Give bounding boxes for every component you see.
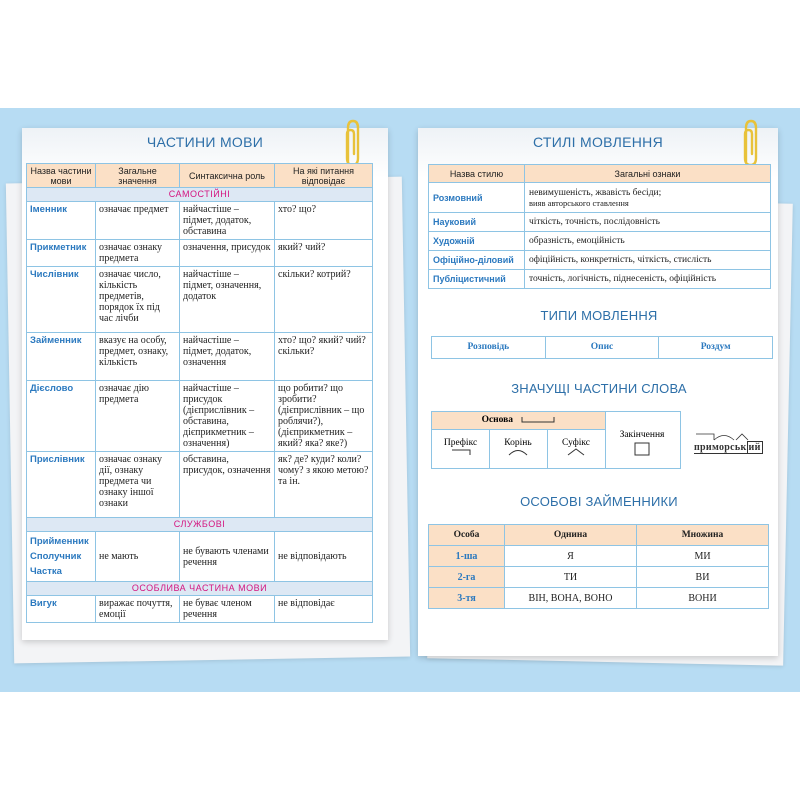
- speech-type-item: Опис: [546, 337, 660, 358]
- row-meaning: означає число, кількість предметів, порядок їх під час лічби: [96, 267, 180, 333]
- personal-pronouns-title: ОСОБОВІ ЗАЙМЕННИКИ: [520, 494, 678, 509]
- col-header-meaning: Загальне значення: [96, 164, 180, 188]
- row-questions: не відповідають: [275, 532, 373, 582]
- row-role: найчастіше – підмет, додаток, означення: [180, 333, 275, 381]
- row-name: Сполучник: [30, 551, 82, 562]
- row-questions: хто? що? який? чий? скільки?: [275, 333, 373, 381]
- prefix-mark-icon: [451, 448, 471, 456]
- table-row: [429, 588, 769, 609]
- style-features: образність, емоційність: [525, 232, 771, 251]
- style-features: [525, 183, 771, 213]
- group-row-independent: САМОСТІЙНІ: [27, 188, 373, 202]
- parts-of-speech-table: [26, 163, 373, 623]
- table-row: [27, 452, 373, 518]
- row-role: найчастіше – підмет, означення, додаток: [180, 267, 275, 333]
- row-name: Прикметник: [27, 240, 96, 267]
- row-role: найчастіше – підмет, додаток, обставина: [180, 202, 275, 240]
- row-meaning: означає дію предмета: [96, 381, 180, 452]
- suffix-cell: [547, 430, 605, 468]
- row-name: Прийменник: [30, 536, 89, 547]
- pronoun-plural: ВИ: [637, 567, 769, 588]
- ending-label: Закінчення: [619, 430, 665, 440]
- row-questions: що робити? що зробити? (дієприслівник – що роблячи?), (дієприкметник – який? яка? яке?): [275, 381, 373, 452]
- style-features: офіційність, конкретність, чіткість, стислість: [525, 251, 771, 270]
- row-name-stack: [27, 532, 96, 582]
- group-row-special: ОСОБЛИВА ЧАСТИНА МОВИ: [27, 582, 373, 596]
- style-features-line: невимушеність, жвавість бесіди;: [529, 187, 662, 198]
- root-cell: [489, 430, 548, 468]
- row-questions: хто? що?: [275, 202, 373, 240]
- row-role: не буває членом речення: [180, 596, 275, 623]
- style-features: точність, логічність, піднесеність, офіційність: [525, 270, 771, 289]
- style-name: Науковий: [429, 213, 525, 232]
- group-row-auxiliary: СЛУЖБОВІ: [27, 518, 373, 532]
- root-mark-icon: [508, 448, 528, 456]
- col-header-plural: Множина: [637, 525, 769, 546]
- style-features-line: вияв авторського ставлення: [529, 197, 629, 208]
- right-sheet-title: СТИЛІ МОВЛЕННЯ: [532, 134, 663, 150]
- row-meaning: не мають: [96, 532, 180, 582]
- col-header-questions: На які питання відповідає: [275, 164, 373, 188]
- row-role: найчастіше – присудок (дієприслівник – обставина, дієприкметник – означення): [180, 381, 275, 452]
- table-row: [27, 381, 373, 452]
- base-header: [432, 412, 605, 430]
- table-row: [27, 532, 373, 582]
- speech-type-item: Розповідь: [432, 337, 546, 358]
- style-name: Художній: [429, 232, 525, 251]
- pronoun-singular: ТИ: [505, 567, 637, 588]
- pronoun-person: 2-га: [429, 567, 505, 588]
- pronoun-plural: МИ: [637, 546, 769, 567]
- row-meaning: виражає почуття, емоції: [96, 596, 180, 623]
- row-questions: не відповідає: [275, 596, 373, 623]
- row-name: Частка: [30, 566, 62, 577]
- row-meaning: вказує на особу, предмет, ознаку, кількість: [96, 333, 180, 381]
- col-header-style-features: Загальні ознаки: [525, 165, 771, 183]
- row-name: Числівник: [27, 267, 96, 333]
- table-row: [429, 546, 769, 567]
- table-row: [429, 213, 771, 232]
- row-questions: скільки? котрий?: [275, 267, 373, 333]
- root-label: Корінь: [504, 438, 532, 448]
- word-parts-title: ЗНАЧУЩІ ЧАСТИНИ СЛОВА: [511, 381, 687, 396]
- suffix-mark-icon: [566, 448, 586, 456]
- personal-pronouns-table: [428, 524, 769, 609]
- row-name: Іменник: [27, 202, 96, 240]
- row-meaning: означає ознаку дії, ознаку предмета чи ознаку іншої ознаки: [96, 452, 180, 518]
- row-role: означення, присудок: [180, 240, 275, 267]
- table-row: [27, 333, 373, 381]
- ending-cell: [604, 411, 681, 469]
- paperclip-icon: [342, 118, 362, 168]
- row-name: Дієслово: [27, 381, 96, 452]
- row-questions: як? де? куди? коли? чому? з якою метою? та ін.: [275, 452, 373, 518]
- example-word-stem: приморськ: [694, 442, 747, 453]
- col-header-role: Синтаксична роль: [180, 164, 275, 188]
- pronoun-person: 3-тя: [429, 588, 505, 609]
- example-word-ending: ий: [748, 442, 761, 453]
- speech-styles-table: [428, 164, 771, 289]
- table-row: [429, 567, 769, 588]
- row-name: Вигук: [27, 596, 96, 623]
- table-row: [27, 202, 373, 240]
- col-header-name: Назва частини мови: [27, 164, 96, 188]
- pronoun-plural: ВОНИ: [637, 588, 769, 609]
- left-sheet-title: ЧАСТИНИ МОВИ: [146, 134, 264, 150]
- pronoun-singular: ВІН, ВОНА, ВОНО: [505, 588, 637, 609]
- pronoun-person: 1-ша: [429, 546, 505, 567]
- table-row: [27, 267, 373, 333]
- base-label: Основа: [481, 415, 514, 425]
- row-role: не бувають членами речення: [180, 532, 275, 582]
- table-row: [429, 270, 771, 289]
- word-parts-diagram: [431, 411, 606, 469]
- ending-mark-icon: [634, 442, 650, 456]
- col-header-singular: Однина: [505, 525, 637, 546]
- col-header-style-name: Назва стилю: [429, 165, 525, 183]
- table-row: [429, 232, 771, 251]
- speech-types-row: [431, 336, 773, 359]
- style-features: чіткість, точність, послідовність: [525, 213, 771, 232]
- row-questions: який? чий?: [275, 240, 373, 267]
- col-header-person: Особа: [429, 525, 505, 546]
- speech-types-title: ТИПИ МОВЛЕННЯ: [540, 308, 658, 323]
- prefix-label: Префікс: [443, 438, 478, 448]
- row-name: Займенник: [27, 333, 96, 381]
- suffix-label: Суфікс: [561, 438, 590, 448]
- paperclip-icon: [740, 118, 760, 168]
- style-name: Розмовний: [429, 183, 525, 213]
- table-row: [429, 183, 771, 213]
- table-row: [429, 251, 771, 270]
- row-meaning: означає ознаку предмета: [96, 240, 180, 267]
- row-meaning: означає предмет: [96, 202, 180, 240]
- table-row: [27, 240, 373, 267]
- base-mark-icon: [521, 416, 555, 424]
- example-morph-marks-icon: [694, 432, 764, 442]
- example-word: [694, 442, 763, 453]
- pronoun-singular: Я: [505, 546, 637, 567]
- style-name: Публіцистичний: [429, 270, 525, 289]
- prefix-cell: [432, 430, 490, 468]
- row-name: Прислівник: [27, 452, 96, 518]
- table-row: [27, 596, 373, 623]
- row-role: обставина, присудок, означення: [180, 452, 275, 518]
- style-name: Офіційно-діловий: [429, 251, 525, 270]
- speech-type-item: Роздум: [700, 342, 731, 352]
